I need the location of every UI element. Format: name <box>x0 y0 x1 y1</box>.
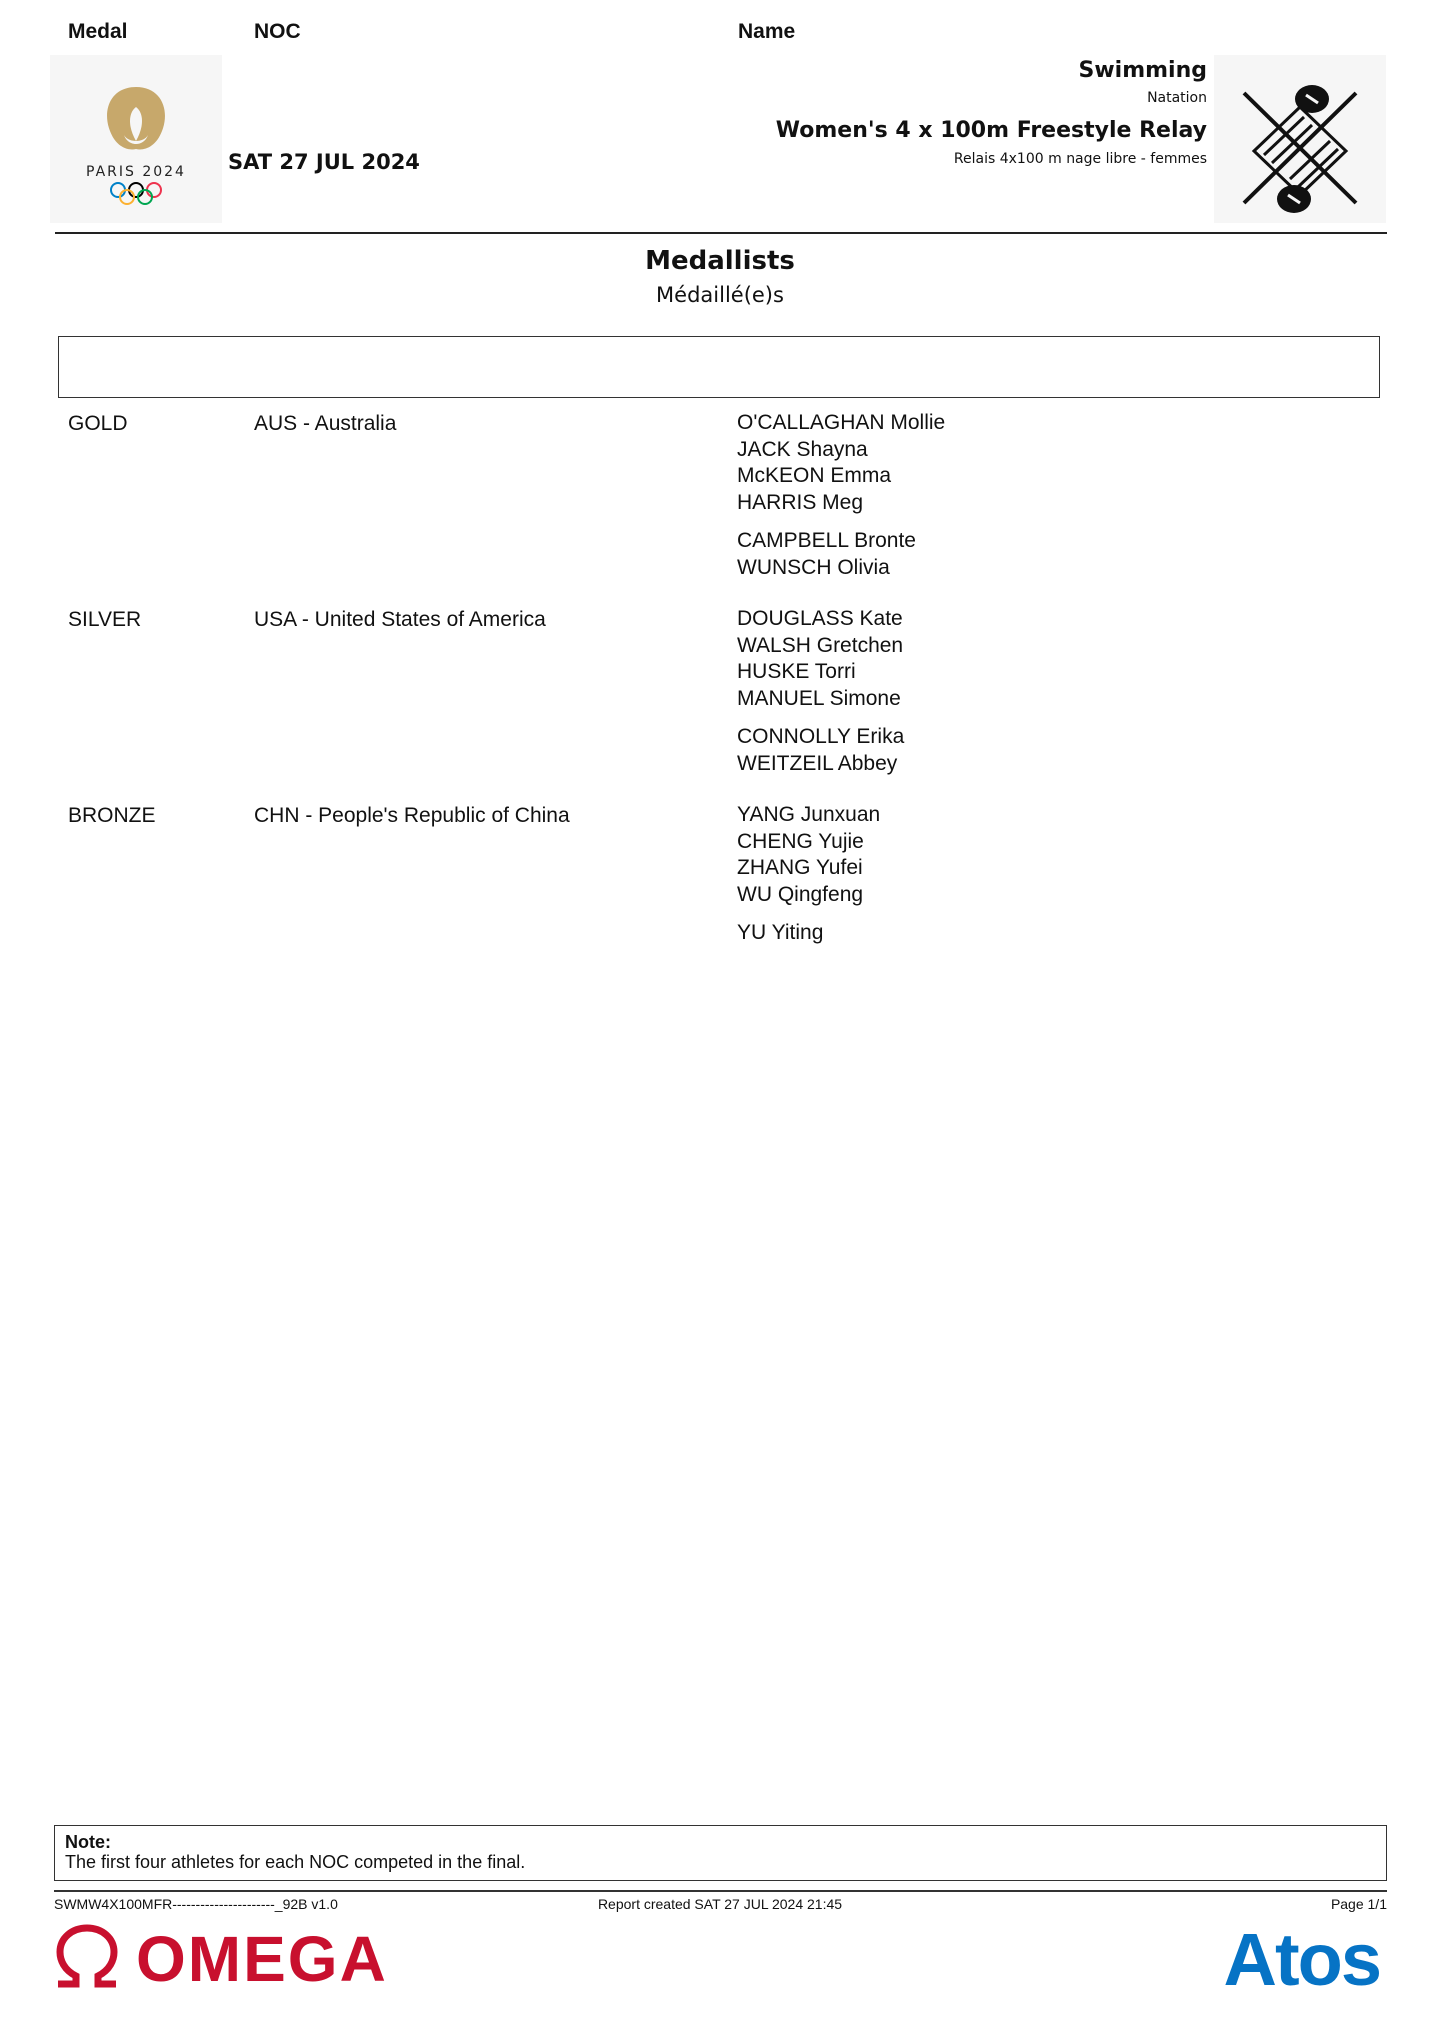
paris-2024-emblem-icon <box>50 55 222 223</box>
sport-name-fr: Natation <box>1147 90 1207 106</box>
swimming-pictogram-icon <box>1214 55 1386 223</box>
swimming-pictogram <box>1214 55 1386 223</box>
athlete-name: WEITZEIL Abbey <box>737 751 898 775</box>
event-name-fr: Relais 4x100 m nage libre - femmes <box>953 151 1207 167</box>
athlete-name: WALSH Gretchen <box>737 633 904 657</box>
page-title: Medallists <box>645 246 795 276</box>
column-header-noc: NOC <box>254 20 301 43</box>
athlete-name: WUNSCH Olivia <box>737 555 890 579</box>
medal-cell: SILVER <box>68 608 142 631</box>
event-header <box>776 56 1207 170</box>
athlete-name: O'CALLAGHAN Mollie <box>737 411 946 434</box>
athlete-name: JACK Shayna <box>737 437 868 461</box>
note-box <box>54 1825 1387 1881</box>
athlete-name: CONNOLLY Erika <box>737 725 905 748</box>
athlete-list <box>737 802 880 947</box>
athlete-name: MANUEL Simone <box>737 686 901 710</box>
athlete-name: HARRIS Meg <box>737 490 864 514</box>
noc-cell: AUS - Australia <box>254 412 397 435</box>
athlete-list <box>737 410 945 581</box>
medal-cell: GOLD <box>68 412 128 435</box>
athlete-name: WU Qingfeng <box>737 882 864 906</box>
column-header-name: Name <box>738 20 796 43</box>
sport-name: Swimming <box>1078 58 1207 83</box>
note-label: Note: <box>65 1832 111 1852</box>
paris-2024-logo <box>50 55 222 223</box>
report-created: Report created SAT 27 JUL 2024 21:45 <box>597 1896 843 1912</box>
athlete-list <box>737 606 904 777</box>
header-divider <box>55 232 1387 234</box>
omega-logo: OMEGA <box>136 1923 388 1995</box>
athlete-name: HUSKE Torri <box>737 660 856 683</box>
page-subtitle: Médaillé(e)s <box>656 283 784 307</box>
report-code: SWMW4X100MFR----------------------_92B v1.0 <box>54 1896 338 1912</box>
note-text: The first four athletes for each NOC competed in the final. <box>65 1852 526 1872</box>
footer-divider <box>54 1890 1387 1892</box>
table-header <box>58 336 1380 398</box>
noc-cell: USA - United States of America <box>254 608 546 631</box>
athlete-name: YU Yiting <box>737 921 824 944</box>
page-number: Page 1/1 <box>1330 1896 1387 1912</box>
athlete-name: McKEON Emma <box>737 464 892 487</box>
athlete-name: ZHANG Yufei <box>737 856 863 879</box>
column-header-medal: Medal <box>68 20 128 43</box>
athlete-name: CHENG Yujie <box>737 829 864 853</box>
athlete-name: DOUGLASS Kate <box>737 607 903 630</box>
noc-cell: CHN - People's Republic of China <box>254 804 570 827</box>
athlete-name: YANG Junxuan <box>737 803 881 826</box>
omega-symbol-icon <box>52 1924 122 1995</box>
report-date: SAT 27 JUL 2024 <box>228 150 420 174</box>
medal-cell: BRONZE <box>68 804 156 827</box>
athlete-name: CAMPBELL Bronte <box>737 529 916 552</box>
paris-2024-wordmark: PARIS 2024 <box>86 164 186 180</box>
event-name: Women's 4 x 100m Freestyle Relay <box>775 118 1207 143</box>
atos-logo: Atos <box>1223 1918 1380 2001</box>
